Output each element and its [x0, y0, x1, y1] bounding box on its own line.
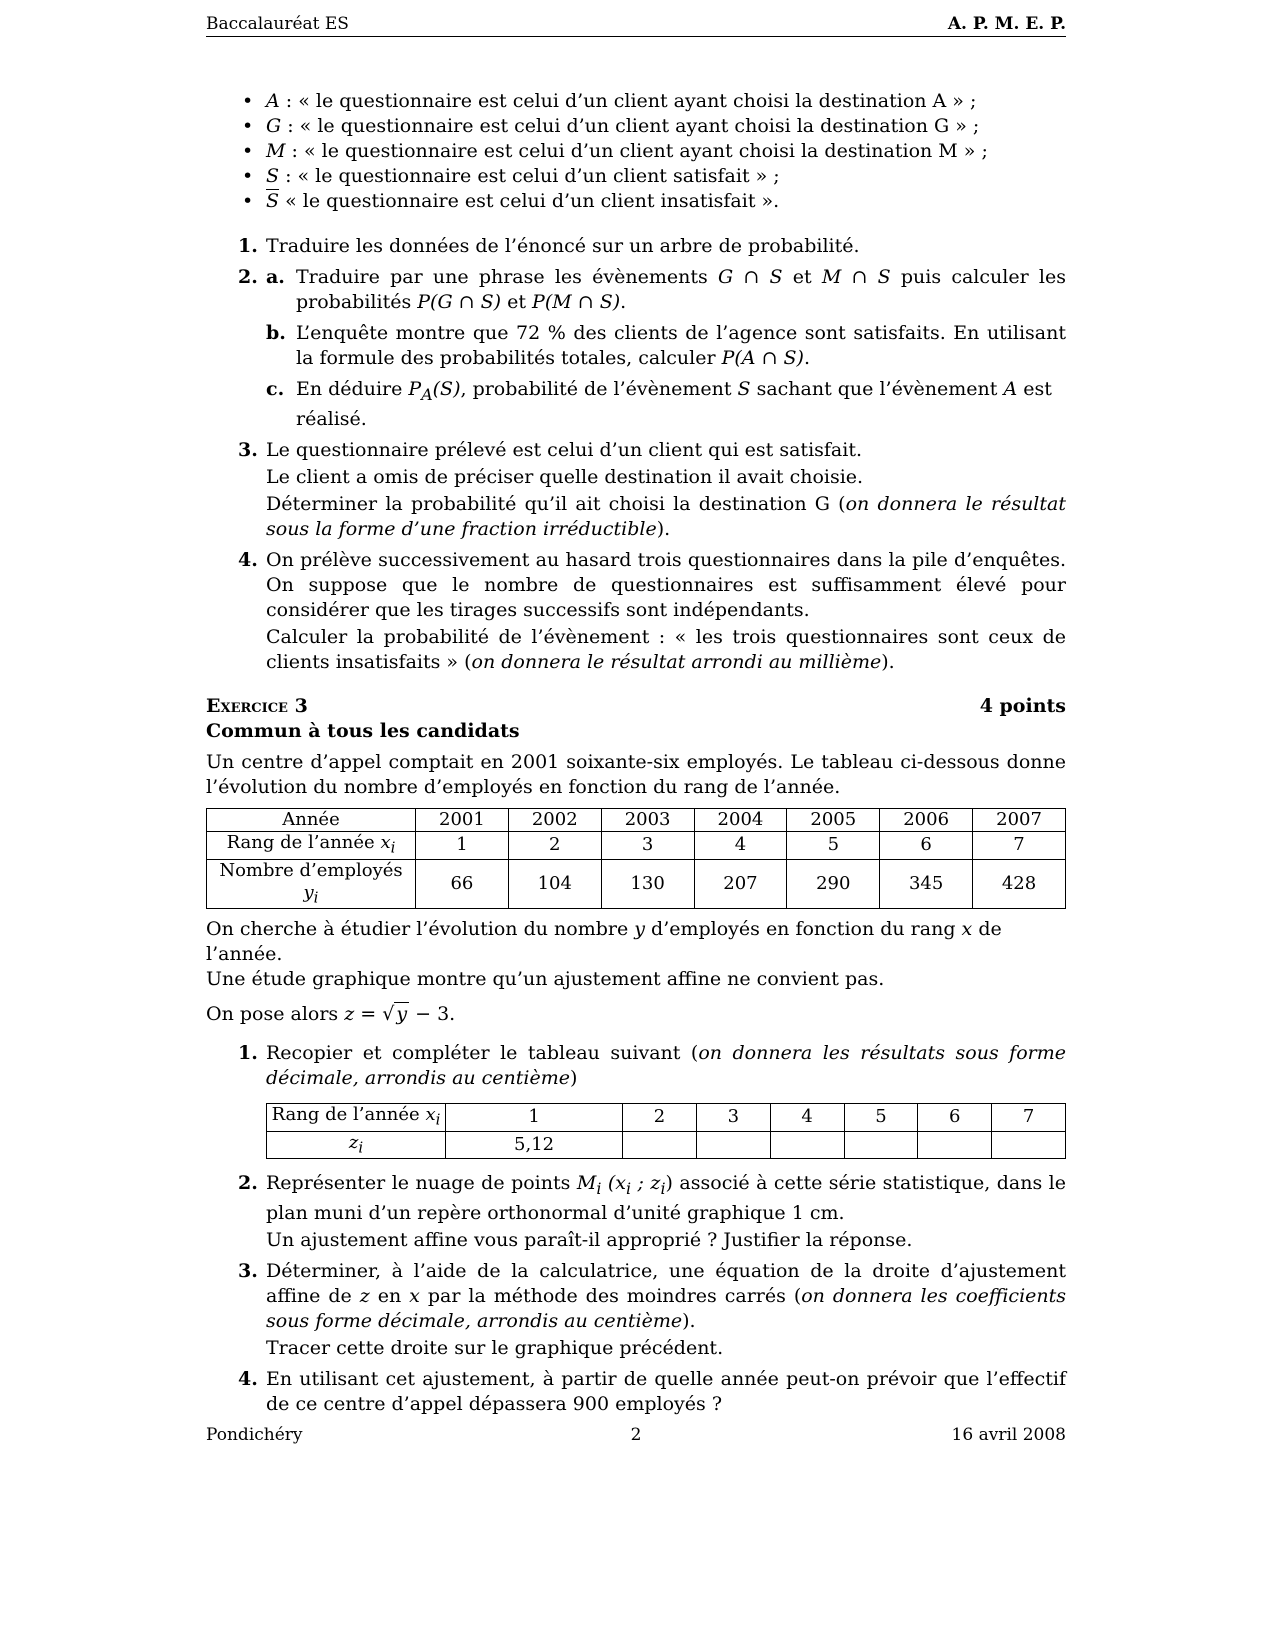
- event-list: [206, 89, 1066, 214]
- exercise-3-intro: Un centre d’appel comptait en 2001 soixante-six employés. Le tableau ci-dessous donne l’évolution du nombre d’employés en fonction du rang de l’année.: [206, 751, 1066, 798]
- exercise-3-body: [206, 750, 1066, 1423]
- footer-left: Pondichéry: [206, 1425, 303, 1445]
- question-4: 4. On prélève successivement au hasard trois questionnaires dans la pile d’enquêtes. On suppose que le nombre de questionnaires est suffisamment élevé pour considérer que les tirages successifs sont indépendants. Calculer la probabilité de l’évènement : « les trois questionnaires sont ceux de clients insatisfaits » (on donnera le résultat arrondi au millième).: [238, 548, 1066, 673]
- pose-line: On pose alors z = √ y − 3.: [206, 1003, 456, 1026]
- question-2a: a. Traduire par une phrase les évènements G ∩ S et M ∩ S puis calculer les probabilités P(G ∩ S) et P(M ∩ S).: [266, 266, 1066, 313]
- ex3-question-3: 3. Déterminer, à l’aide de la calculatrice, une équation de la droite d’ajustement affine de z en x par la méthode des moindres carrés (on donnera les coefficients sous forme décimale, arrondis au centième). Tracer cette droite sur le graphique précédent.: [238, 1260, 1067, 1360]
- study-line-1: On cherche à étudier l’évolution du nombre y d’employés en fonction du rang x de l’année.: [206, 918, 1002, 966]
- event-item: • M : « le questionnaire est celui d’un client ayant choisi la destination M » ;: [206, 139, 1066, 164]
- event-item: • S : « le questionnaire est celui d’un client satisfait » ;: [206, 164, 1066, 189]
- event-item: • G : « le questionnaire est celui d’un client ayant choisi la destination G » ;: [206, 114, 1066, 139]
- table-row: $z_i$ 5,12: [267, 1131, 1066, 1159]
- exercise-3-subtitle: Commun à tous les candidats: [206, 720, 520, 742]
- question-3: 3. Le questionnaire prélevé est celui d’un client qui est satisfait. Le client a omis de préciser quelle destination il avait choisie. Déterminer la probabilité qu’il ait choisi la destination G (on donnera le résultat sous la forme d’une fraction irréductible).: [238, 438, 1066, 540]
- exercise-3-header: [206, 694, 1066, 744]
- question-2b: b. L’enquête montre que 72 % des clients de l’agence sont satisfaits. En utilisant la formule des probabilités totales, calculer P(A ∩ S).: [266, 322, 1066, 369]
- page-number: 2: [630, 1425, 642, 1445]
- table-row: Rang de l’année $x_i$ 1 2 3 4 5 6 7: [267, 1104, 1066, 1132]
- footer-date: 16 avril 2008: [951, 1425, 1066, 1445]
- exercise-3-points: 4 points: [979, 695, 1066, 717]
- event-item: • $\overline{S}$ « le questionnaire est celui d’un client insatisfait ».: [206, 189, 1066, 214]
- employees-table: [206, 808, 1066, 909]
- table-row: Année 2001 2002 2003 2004 2005 2006 2007: [207, 809, 1066, 832]
- question-2c: c. En déduire $P_A(S)$, probabilité de l’évènement S sachant que l’évènement A est réalisé.: [266, 378, 1052, 430]
- exercise-2-questions: [206, 234, 1066, 681]
- table-row: Nombre d’employés $y_i$ 66 104 130 207 290 345 428: [207, 859, 1066, 909]
- ex3-question-2: 2. Représenter le nuage de points $M_i$ ($x_i$ ; $z_i$) associé à cette série statistique, dans le plan muni d’un repère orthonormal d’unité graphique 1 cm. Un ajustement affine vous paraît-il approprié ? Justifier la réponse.: [238, 1172, 1066, 1252]
- header-left: Baccalauréat ES: [206, 14, 349, 34]
- ex3-question-1: 1. Recopier et compléter le tableau suivant (on donnera les résultats sous forme décimale, arrondis au centième) Rang de l’année $x_i$ 1 2 3 4 5 6 7 $z_i$ 5,12: [206, 1041, 1066, 1159]
- header-right: A. P. M. E. P.: [947, 14, 1066, 34]
- question-1: 1. Traduire les données de l’énoncé sur un arbre de probabilité.: [238, 235, 860, 257]
- question-2: 2. a. Traduire par une phrase les évènements G ∩ S et M ∩ S puis calculer les probabilités P(G ∩ S) et P(M ∩ S). b. L’enquête montre que 72 % des clients de l’agence sont satisfaits. En utilisant la formule des probabilités totales, calculer P(A ∩ S). c. En déduire $P_A(S)$, probabilité de l’évènement S sachant que l’évènement A est réalisé.: [238, 266, 1066, 430]
- exercise-3-title: Exercice 3: [206, 695, 308, 717]
- z-table: [266, 1103, 1066, 1159]
- ex3-question-4: 4. En utilisant cet ajustement, à partir de quelle année peut-on prévoir que l’effectif de ce centre d’appel dépassera 900 employés ?: [238, 1368, 1066, 1416]
- page-header: [206, 12, 1066, 37]
- event-item: • A : « le questionnaire est celui d’un client ayant choisi la destination A » ;: [206, 89, 1066, 114]
- study-line-2: Une étude graphique montre qu’un ajustement affine ne convient pas.: [206, 968, 885, 991]
- table-row: Rang de l’année $x_i$ 1 2 3 4 5 6 7: [207, 832, 1066, 860]
